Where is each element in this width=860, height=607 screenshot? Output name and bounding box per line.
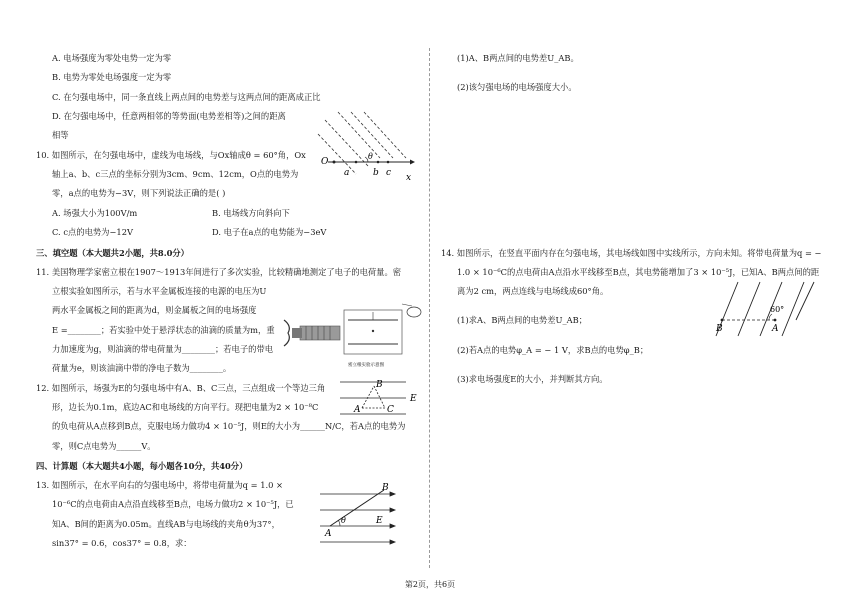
q13-part-1: (1)A、B两点间的电势差U_AB。 — [457, 53, 579, 63]
q10-option-a: A. 场强大小为100V/m — [52, 208, 138, 218]
q12-stem-2: 形，边长为0.1m，底边AC和电场线的方向平行。现把电量为2 × 10⁻⁸C — [52, 402, 319, 412]
q12-fig-a: A — [354, 405, 361, 415]
q12-stem-3: 的负电荷从A点移到B点，克服电场力做功4 × 10⁻⁵J，则E的大小为______N/C，若A点的电势为 — [52, 421, 406, 431]
q10-fig-theta: θ — [368, 152, 373, 161]
q10-option-c: C. c点的电势为−12V — [52, 227, 133, 237]
q11-stem-1: 11. 美国物理学家密立根在1907～1913年间进行了多次实验，比较精确地测定了电子的电荷量。密 — [36, 267, 402, 277]
q11-stem-5: 力加速度为g，则油滴的带电荷量为________；若电子的带电 — [52, 344, 274, 354]
q14-fig-b: B — [716, 324, 723, 334]
q13-stem-3: 知A、B间的距离为0.05m。直线AB与电场线的夹角θ为37°， — [52, 519, 280, 529]
q10-fig-x: x — [406, 173, 412, 183]
q13-fig-theta: θ — [341, 516, 346, 525]
q10-fig-a: a — [344, 168, 350, 178]
q13-fig-e: E — [376, 516, 383, 526]
q10-option-b: B. 电场线方向斜向下 — [212, 208, 290, 218]
q11-stem-4: E =________；若实验中处于悬浮状态的油滴的质量为m，重 — [52, 325, 275, 335]
q10-stem-1: 10. 如图所示，在匀强电场中，虚线为电场线，与Ox轴成θ = 60°角，Ox — [36, 150, 306, 160]
q11-stem-6: 荷量为e，则该油滴中带的净电子数为________。 — [52, 363, 232, 373]
q12-fig-c: C — [387, 405, 394, 415]
q12-fig-e: E — [410, 394, 417, 404]
q10-fig-b: b — [373, 168, 379, 178]
q12-figure — [340, 376, 420, 420]
q11-fig-caption: 密立根实验示意图 — [348, 363, 384, 368]
q14-part-3: (3)求电场强度E的大小，并判断其方向。 — [457, 374, 608, 384]
q14-stem-1: 14. 如图所示，在竖直平面内存在匀强电场，其电场线如图中实线所示，方向未知。将带电荷量为q = − — [441, 248, 822, 258]
q9-option-c: C. 在匀强电场中，同一条直线上两点间的电势差与这两点间的距离成正比 — [52, 92, 321, 102]
q14-stem-3: 离为2 cm，两点连线与电场线成60°角。 — [457, 286, 609, 296]
q9-option-d-cont: 相等 — [52, 130, 69, 140]
q11-stem-3: 两水平金属板之间的距离为d，则金属板之间的电场强度 — [52, 305, 257, 315]
q13-stem-4: sin37° = 0.6，cos37° = 0.8，求： — [52, 538, 192, 548]
q10-fig-c: c — [386, 168, 392, 178]
q10-fig-o: O — [321, 157, 329, 167]
section-4-heading: 四、计算题（本大题共4小题，每小题各10分，共40分） — [36, 461, 248, 471]
q13-figure — [318, 483, 408, 550]
q13-part-2: (2)该匀强电场的电场强度大小。 — [457, 82, 577, 92]
q14-figure — [706, 280, 816, 345]
q10-stem-3: 零，a点的电势为−3V，则下列说法正确的是( ) — [52, 188, 226, 198]
q14-stem-2: 1.0 × 10⁻⁶C的点电荷由A点沿水平线移至B点，其电势能增加了3 × 10⁻⁵J，已知A、B两点间的距 — [457, 267, 820, 277]
column-divider — [429, 48, 430, 568]
q14-part-1: (1)求A、B两点间的电势差U_AB； — [457, 315, 588, 325]
section-3-heading: 三、填空题（本大题共2小题，共8.0分） — [36, 248, 189, 258]
q13-fig-b: B — [382, 483, 389, 493]
q13-fig-a: A — [325, 529, 332, 539]
q12-stem-1: 12. 如图所示，场强为E的匀强电场中有A、B、C三点，三点组成一个等边三角 — [36, 383, 326, 393]
q10-option-d: D. 电子在a点的电势能为−3eV — [212, 227, 327, 237]
q13-stem-1: 13. 如图所示，在水平向右的匀强电场中，将带电荷量为q = 1.0 × — [36, 480, 283, 490]
q11-millikan-figure — [282, 298, 422, 368]
q10-figure — [318, 112, 418, 184]
q13-stem-2: 10⁻⁶C的点电荷由A点沿直线移至B点，电场力做功2 × 10⁻⁵J，已 — [52, 499, 294, 509]
q14-part-2: (2)若A点的电势φ_A = − 1 V，求B点的电势φ_B； — [457, 345, 649, 355]
q12-stem-4: 零，则C点电势为______V。 — [52, 441, 156, 451]
page-footer: 第2页，共6页 — [404, 580, 456, 589]
q9-option-a: A. 电场强度为零处电势一定为零 — [52, 53, 172, 63]
q9-option-d: D. 在匀强电场中，任意两相邻的等势面(电势差相等)之间的距离 — [52, 111, 286, 121]
q12-fig-b: B — [376, 380, 383, 390]
q11-stem-2: 立根实验如图所示，若与水平金属板连接的电源的电压为U — [52, 286, 267, 296]
q14-fig-angle: 60° — [770, 305, 785, 314]
q10-stem-2: 轴上a、b、c三点的坐标分别为3cm、9cm、12cm，O点的电势为 — [52, 169, 299, 179]
q14-fig-a: A — [772, 324, 779, 334]
q9-option-b: B. 电势为零处电场强度一定为零 — [52, 72, 172, 82]
